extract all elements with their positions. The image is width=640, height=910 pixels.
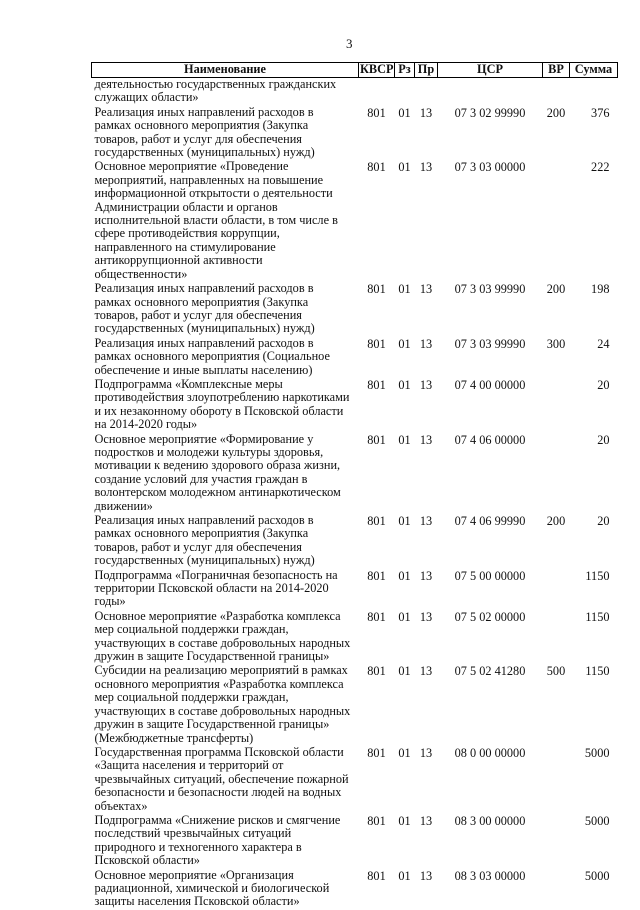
budget-table	[91, 62, 618, 910]
cell-kvsr: 801	[367, 745, 386, 760]
cell-vr	[543, 569, 570, 610]
cell-csr: 07 4 00 00000	[454, 377, 526, 392]
table-body	[92, 78, 618, 910]
table-row	[92, 814, 618, 869]
cell-kvsr: 801	[367, 609, 386, 624]
cell-rz: 01	[398, 609, 411, 624]
cell-sum: 1150	[585, 609, 610, 624]
cell-vr	[543, 78, 570, 106]
cell-kvsr: 801	[367, 514, 386, 528]
cell-rz: 01	[398, 868, 411, 883]
cell-sum: 5000	[584, 813, 610, 828]
table-row	[92, 514, 618, 569]
cell-vr	[543, 378, 570, 433]
cell-csr: 07 5 02 41280	[454, 664, 526, 679]
cell-vr: 300	[546, 336, 566, 351]
header-vr: ВР	[543, 63, 570, 78]
cell-rz: 01	[398, 664, 411, 679]
cell-rz: 01	[398, 432, 411, 447]
cell-name: Основное мероприятие «Разработка комплекса мер социальной поддержки граждан, участвующих в составе добровольных народных дружин в защите Государственной границы»	[94, 608, 351, 664]
header-pr: Пр	[415, 63, 438, 78]
header-kvsr: КВСР	[360, 62, 394, 77]
cell-pr: 13	[419, 514, 433, 528]
cell-kvsr: 801	[367, 282, 386, 297]
cell-kvsr: 801	[367, 377, 386, 392]
cell-pr: 13	[419, 336, 433, 351]
cell-vr	[543, 610, 570, 665]
cell-pr: 13	[419, 105, 433, 120]
cell-name: Подпрограмма «Снижение рисков и смягчение последствий чрезвычайных ситуаций природного и техногенного характера в Псковской области»	[94, 812, 341, 868]
cell-csr: 07 3 03 99990	[454, 336, 526, 351]
cell-rz: 01	[398, 514, 411, 528]
page-number: 3	[346, 36, 353, 51]
cell-name: Подпрограмма «Пограничная безопасность на территории Псковской области на 2014-2020 годы»	[94, 567, 338, 609]
header-rz: Рз	[395, 63, 415, 78]
cell-kvsr: 801	[367, 160, 386, 175]
cell-rz: 01	[398, 282, 411, 297]
cell-csr	[438, 78, 543, 106]
cell-pr: 13	[419, 282, 433, 297]
cell-pr: 13	[419, 609, 433, 624]
cell-csr: 08 3 03 00000	[454, 868, 526, 883]
cell-kvsr: 801	[367, 105, 386, 120]
table-row	[92, 337, 618, 378]
cell-sum: 1150	[585, 568, 610, 583]
cell-name: Реализация иных направлений расходов в рамках основного мероприятия (Социальное обеспечение и иные выплаты населению)	[94, 335, 330, 377]
cell-pr: 13	[419, 432, 433, 447]
cell-vr	[543, 433, 570, 514]
cell-csr: 07 3 03 00000	[454, 160, 526, 175]
cell-kvsr: 801	[367, 868, 386, 883]
cell-kvsr	[359, 78, 395, 106]
cell-rz: 01	[398, 105, 411, 120]
cell-name: Основное мероприятие «Организация радиационной, химической и биологической защиты населения Псковской области»	[94, 867, 330, 909]
cell-rz: 01	[398, 813, 411, 828]
cell-vr: 500	[546, 664, 566, 679]
header-csr: ЦСР	[438, 63, 543, 78]
cell-rz: 01	[398, 568, 411, 583]
cell-sum: 20	[597, 514, 610, 528]
cell-sum: 20	[597, 377, 610, 392]
cell-pr	[415, 78, 438, 106]
cell-name: Субсидии на реализацию мероприятий в рамках основного мероприятия «Разработка комплекса мер социальной поддержки граждан, участвующих в составе добровольных народных дружин в защите Государственной границы» (Межбюджетные трансферты)	[94, 663, 351, 745]
cell-kvsr: 801	[367, 336, 386, 351]
cell-name: деятельностью государственных гражданских служащих области»	[94, 77, 337, 105]
header-sum: Сумма	[570, 63, 618, 78]
cell-sum: 198	[591, 282, 610, 297]
cell-kvsr: 801	[367, 432, 386, 447]
cell-pr: 13	[419, 160, 433, 175]
cell-sum: 5000	[584, 868, 610, 883]
cell-csr: 08 3 00 00000	[454, 813, 526, 828]
table-row	[92, 746, 618, 814]
table-row	[92, 433, 618, 514]
cell-sum: 1150	[585, 664, 610, 679]
cell-sum	[570, 78, 618, 106]
cell-name: Подпрограмма «Комплексные меры противодействия злоупотреблению наркотиками и их незаконному обороту в Псковской области на 2014-2020 годы»	[94, 376, 350, 432]
cell-rz: 01	[398, 160, 411, 175]
cell-csr: 08 0 00 00000	[454, 745, 526, 760]
cell-csr: 07 4 06 00000	[454, 432, 526, 447]
table-row	[92, 106, 618, 161]
cell-vr: 200	[546, 282, 566, 297]
cell-pr: 13	[419, 745, 433, 760]
cell-name: Государственная программа Псковской области «Защита населения и территорий от чрезвычайных ситуаций, обеспечение пожарной безопасности и безопасности людей на водных объектах»	[94, 744, 349, 813]
cell-csr: 07 5 00 00000	[454, 568, 526, 583]
table-header-row	[92, 63, 618, 78]
cell-vr	[543, 746, 570, 814]
cell-vr	[543, 160, 570, 282]
cell-csr: 07 3 03 99990	[454, 282, 526, 297]
cell-pr: 13	[419, 568, 433, 583]
header-name: Наименование	[92, 63, 359, 78]
cell-pr: 13	[419, 813, 433, 828]
table-row	[92, 282, 618, 337]
cell-kvsr: 801	[367, 568, 386, 583]
cell-csr: 07 3 02 99990	[454, 105, 526, 120]
cell-name: Основное мероприятие «Формирование у подростков и молодежи культуры здоровья, мотивации к ведению здорового образа жизни, создание условий для участия граждан в волонтерском молодежном антинаркотическом движении»	[94, 431, 341, 513]
cell-sum: 20	[597, 432, 610, 447]
cell-pr: 13	[419, 664, 433, 679]
cell-sum: 222	[591, 160, 610, 175]
cell-rz: 01	[398, 336, 411, 351]
table-row	[92, 78, 618, 106]
cell-vr	[543, 869, 570, 910]
table-row	[92, 869, 618, 910]
cell-name: Реализация иных направлений расходов в рамках основного мероприятия (Закупка товаров, работ и услуг для обеспечения государственных (муниципальных) нужд)	[94, 513, 315, 568]
cell-rz: 01	[398, 377, 411, 392]
table-row	[92, 664, 618, 745]
cell-pr: 13	[419, 868, 433, 883]
cell-sum: 5000	[584, 745, 610, 760]
table-row	[92, 610, 618, 665]
cell-vr: 200	[546, 105, 566, 120]
cell-name: Реализация иных направлений расходов в рамках основного мероприятия (Закупка товаров, работ и услуг для обеспечения государственных (муниципальных) нужд)	[94, 104, 315, 160]
cell-name: Основное мероприятие «Проведение мероприятий, направленных на повышение информационной открытости о деятельности Администрации области и органов исполнительной власти области, в том числе в сфере противодействия коррупции, направленного на стимулирование антикоррупционной активности общественности»	[94, 159, 338, 281]
cell-pr: 13	[419, 377, 433, 392]
table-row	[92, 378, 618, 433]
cell-name: Реализация иных направлений расходов в рамках основного мероприятия (Закупка товаров, работ и услуг для обеспечения государственных (муниципальных) нужд)	[94, 281, 315, 336]
cell-rz: 01	[398, 745, 411, 760]
cell-vr: 200	[546, 514, 566, 528]
cell-rz	[395, 78, 415, 106]
cell-kvsr: 801	[367, 664, 386, 679]
table-row	[92, 160, 618, 282]
table-row	[92, 569, 618, 610]
cell-vr	[543, 814, 570, 869]
cell-sum: 376	[591, 105, 610, 120]
cell-csr: 07 5 02 00000	[454, 609, 526, 624]
cell-sum: 24	[597, 336, 610, 351]
cell-kvsr: 801	[367, 813, 386, 828]
cell-csr: 07 4 06 99990	[454, 514, 526, 528]
